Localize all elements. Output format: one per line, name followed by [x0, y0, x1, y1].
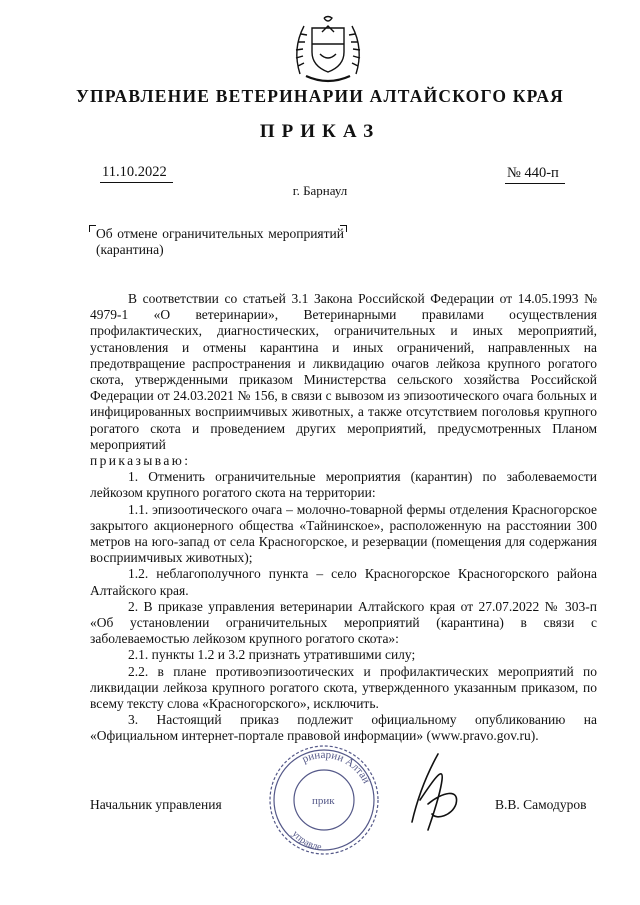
body-paragraph: 3. Настоящий приказ подлежит официальному опубликованию на «Официальном интернет-портале правовой информации» (www.pravo.gov.ru). [90, 712, 597, 744]
body-paragraph: 1. Отменить ограничительные мероприятия (карантин) по заболеваемости лейкозом крупного рогатого скота на территории: [90, 469, 597, 501]
order-word: приказываю: [90, 453, 191, 469]
subject-bracket-left [89, 225, 96, 232]
signer-position: Начальник управления [90, 797, 222, 812]
order-date: 11.10.2022 [100, 164, 173, 183]
seal-center-text: прик [312, 795, 335, 807]
body-paragraph: 2.1. пункты 1.2 и 3.2 признать утратившими силу; [128, 647, 416, 663]
signer-name: В.В. Самодуров [495, 797, 587, 812]
svg-text:ринарии Алтай [300, 749, 372, 786]
coat-of-arms-icon [290, 14, 366, 84]
order-number: № 440-п [505, 165, 565, 184]
order-subject: Об отмене ограничительных мероприятий (карантина) [96, 226, 344, 257]
body-paragraph: 1.1. эпизоотического очага – молочно-товарной фермы отделения Красногорское закрытого акционерного общества «Тайнинское», расположенную на расстоянии 300 метров на юго-запад от села Красногорское, и резервации (помещения для содержания восприимчивых животных); [90, 501, 597, 566]
document-type-title: ПРИКАЗ [259, 121, 381, 142]
seal-ring-text: ринарии Алтай [300, 748, 373, 786]
organization-name: УПРАВЛЕНИЕ ВЕТЕРИНАРИИ АЛТАЙСКОГО КРАЯ [76, 86, 564, 106]
body-paragraph: 2.2. в плане противоэпизоотических и профилактических мероприятий по ликвидации лейкоза крупного рогатого скота, утвержденного указанным приказом, по всему тексту слова «Красногорского», исключить. [90, 663, 597, 712]
official-seal-icon [262, 738, 386, 858]
order-body [90, 291, 597, 745]
body-paragraph: 2. В приказе управления ветеринарии Алтайского края от 27.07.2022 № 303-п «Об установлении ограничительных мероприятий (карантина) в связи с заболеваемостью лейкозом крупного рогатого скота»: [90, 598, 597, 647]
seal-bottom-text: управле [289, 828, 323, 854]
issue-city: г. Барнаул [292, 183, 348, 198]
preamble-paragraph: В соответствии со статьей 3.1 Закона Российской Федерации от 14.05.1993 № 4979-1 «О ветеринарии», Ветеринарными правилами осуществления профилактических, диагностических, ограничительных и иных мероприятий, установления и отмены карантина и иных ограничений, направленных на предотвращение распространения и ликвидацию очагов лейкоза крупного рогатого скота, утвержденными приказом Министерства сельского хозяйства Российской Федерации от 24.03.2021 № 156, в связи с вывозом из эпизоотического очага больных и инфицированных восприимчивых животных, а также отсутствием поголовья крупного рогатого скота и проведением других мероприятий, предусмотренных Планом мероприятий [90, 291, 597, 452]
svg-text:управле [290, 829, 323, 854]
body-paragraph: 1.2. неблагополучного пункта – село Красногорское Красногорского района Алтайского края. [90, 566, 597, 598]
handwritten-signature [398, 752, 472, 832]
